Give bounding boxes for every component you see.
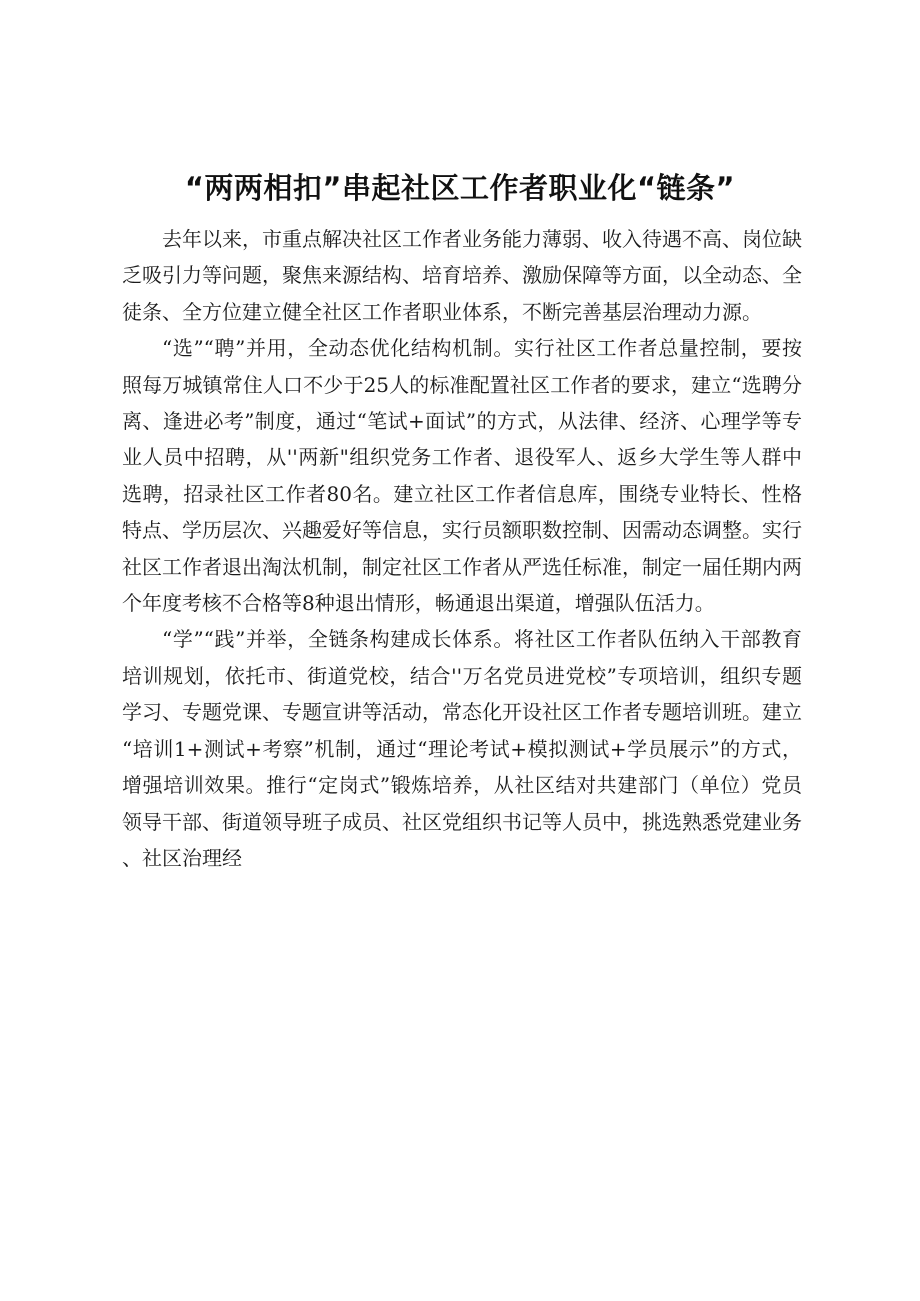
document-title: “两两相扣”串起社区工作者职业化“链条” [184,171,736,205]
document-body [122,221,802,876]
paragraph-training: “学”“践”并举，全链条构建成长体系。将社区工作者队伍纳入干部教育培训规划，依托市、街道党校，结合''万名党员进党校”专项培训，组织专题学习、专题党课、专题宣讲等活动，常态化开设社区工作者专题培训班。建立“培训1+测试+考察”机制，通过“理论考试+模拟测试+学员展示”的方式，增强培训效果。推行“定岗式”锻炼培养，从社区结对共建部门（单位）党员领导干部、街道领导班子成员、社区党组织书记等人员中，挑选熟悉党建业务、社区治理经 [122,627,802,870]
paragraph-intro: 去年以来，市重点解决社区工作者业务能力薄弱、收入待遇不高、岗位缺乏吸引力等问题，聚焦来源结构、培育培养、激励保障等方面，以全动态、全徒条、全方位建立健全社区工作者职业体系，不断完善基层治理动力源。 [122,227,802,324]
paragraph-selection: “选”“聘”并用，全动态优化结构机制。实行社区工作者总量控制，要按照每万城镇常住人口不少于25人的标准配置社区工作者的要求，建立“选聘分离、逢进必考”制度，通过“笔试+面试”的方式，从法律、经济、心理学等专业人员中招聘，从''两新"组织党务工作者、退役军人、返乡大学生等人群中选聘，招录社区工作者80名。建立社区工作者信息库，围绕专业特长、性格特点、学历层次、兴趣爱好等信息，实行员额职数控制、因需动态调整。实行社区工作者退出淘汰机制，制定社区工作者从严选任标准，制定一届任期内两个年度考核不合格等8种退出情形，畅通退出渠道，增强队伍活力。 [122,336,802,616]
